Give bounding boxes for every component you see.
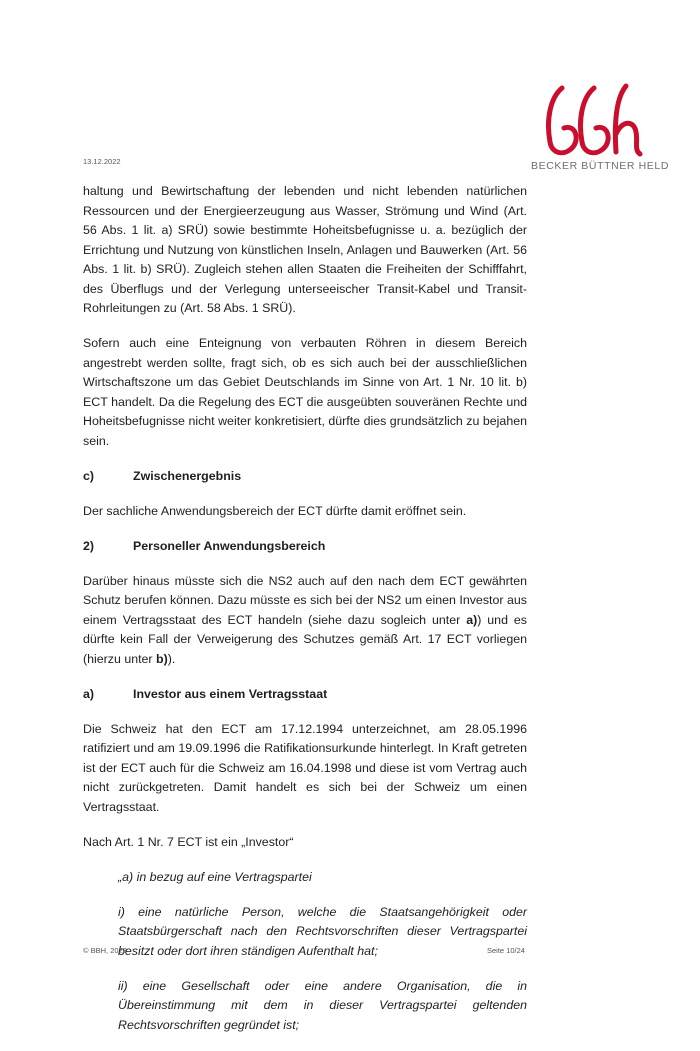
brand-name: BECKER BÜTTNER HELD bbox=[531, 160, 670, 172]
paragraph-6: Nach Art. 1 Nr. 7 ECT ist ein „Investor“ bbox=[83, 834, 294, 849]
paragraph-4-text: ) und es dürfte kein Fall der Verweigerung des Schutzes gemäß Art. 17 ECT vorliegen (hierzu unter bbox=[83, 612, 527, 666]
paragraph-4-text: ). bbox=[167, 651, 176, 666]
heading-number: 2) bbox=[83, 538, 95, 553]
heading-c bbox=[83, 467, 527, 487]
paragraph-3: Der sachliche Anwendungsbereich der ECT dürfte damit eröffnet sein. bbox=[83, 503, 467, 518]
quote-3: ii) eine Gesellschaft oder eine andere Organisation, die in Übereinstimmung mit dem in dieser Vertragspartei geltenden Rechtsvorschriften gegründet ist; bbox=[118, 978, 527, 1032]
heading-number: a) bbox=[83, 686, 95, 701]
paragraph-5: Die Schweiz hat den ECT am 17.12.1994 unterzeichnet, am 28.05.1996 ratifiziert und am 19.09.1996 die Ratifikationsurkunde hinterlegt. In Kraft getreten ist der ECT auch für die Schweiz am 16.04.1998 und diese ist vom Vertrag auch nicht zurückgetreten. Damit handelt es sich bei der Schweiz um einen Vertragsstaat. bbox=[83, 721, 527, 814]
heading-number: c) bbox=[83, 468, 95, 483]
ref-b: b) bbox=[156, 651, 168, 666]
document-date: 13.12.2022 bbox=[83, 157, 121, 166]
heading-title: Personeller Anwendungsbereich bbox=[133, 538, 326, 553]
paragraph-4-text: Darüber hinaus müsste sich die NS2 auch auf den nach dem ECT gewährten Schutz berufen können. Dazu müsste es sich bei der NS2 um einen Investor aus einem Vertragsstaat des ECT handeln (siehe dazu sogleich unter bbox=[83, 573, 527, 627]
document-body bbox=[83, 182, 527, 1051]
heading-title: Investor aus einem Vertragsstaat bbox=[133, 686, 328, 701]
quote-2: i) eine natürliche Person, welche die Staatsangehörigkeit oder Staatsbürgerschaft nach den Rechtsvorschriften dieser Vertragspartei besitzt oder dort ihren ständigen Aufenthalt hat; bbox=[118, 904, 527, 958]
quote-1: „a) in bezug auf eine Vertragspartei bbox=[118, 869, 312, 884]
heading-2 bbox=[83, 537, 527, 557]
paragraph-4 bbox=[83, 572, 527, 670]
heading-title: Zwischenergebnis bbox=[133, 468, 242, 483]
footer-copyright: © BBH, 2022 bbox=[83, 946, 127, 955]
paragraph-1: haltung und Bewirtschaftung der lebenden und nicht lebenden natürlichen Ressourcen und der Energieerzeugung aus Wasser, Strömung und Wind (Art. 56 Abs. 1 lit. a) SRÜ) sowie bestimmte Hoheitsbefugnisse u. a. bezüglich der Errichtung und Nutzung von künstlichen Inseln, Anlagen und Bauwerken (Art. 56 Abs. 1 lit. b) SRÜ). Zugleich stehen allen Staaten die Freiheiten der Schifffahrt, des Überflugs und der Verlegung unterseeischer Transit-Kabel und Transit-Rohrleitungen zu (Art. 58 Abs. 1 SRÜ). bbox=[83, 184, 527, 315]
footer-page-number: Seite 10/24 bbox=[487, 946, 525, 955]
heading-a bbox=[83, 685, 527, 705]
paragraph-2: Sofern auch eine Enteignung von verbauten Röhren in diesem Bereich angestrebt werden sollte, fragt sich, ob es sich auch bei der ausschließlichen Wirtschaftszone um das Gebiet Deutschlands im Sinne von Art. 1 Nr. 10 lit. b) ECT handelt. Da die Regelung des ECT die ausgeübten souveränen Rechte und Hoheitsbefugnisse nicht weiter konkretisiert, dürfte dies grundsätzlich zu bejahen sein. bbox=[83, 336, 527, 448]
ref-a: a) bbox=[466, 612, 478, 627]
